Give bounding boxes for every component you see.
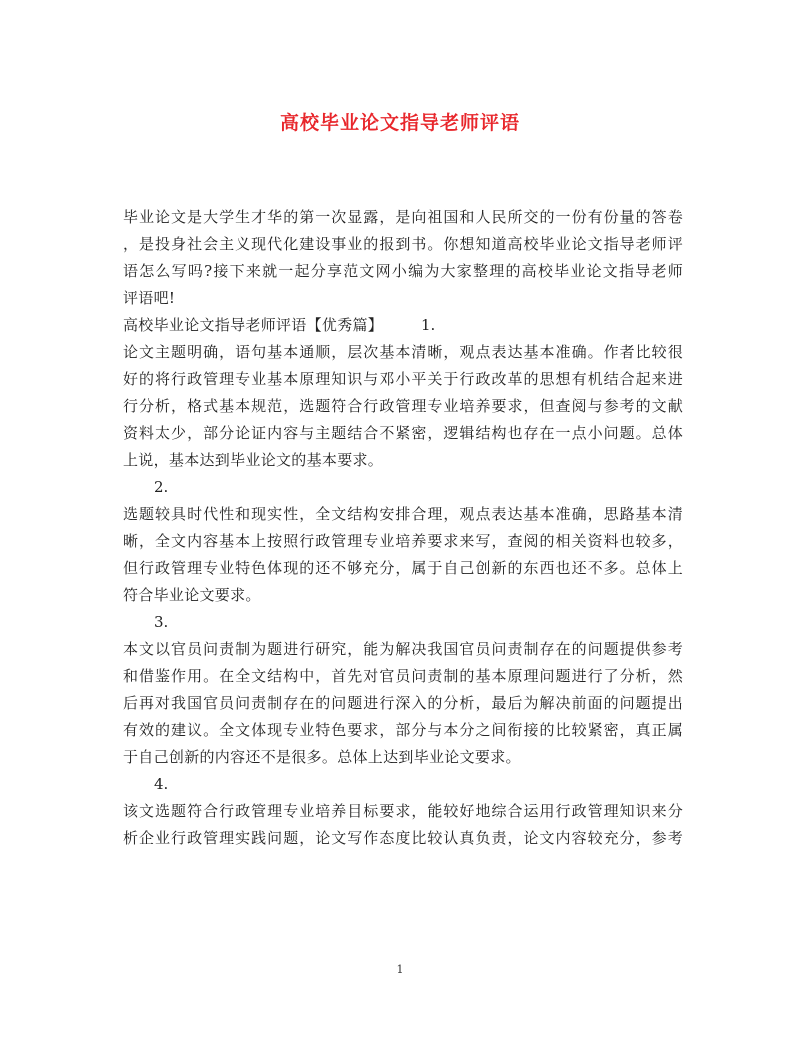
intro-line: ，是投身社会主义现代化建设事业的报到书。你想知道高校毕业论文指导老师评 xyxy=(123,235,683,253)
item-number: 3. xyxy=(154,613,169,631)
item-number: 2. xyxy=(154,478,169,496)
item-line: 后再对我国官员问责制存在的问题进行深入的分析，最后为解决前面的问题提出 xyxy=(123,694,683,712)
item-line: 但行政管理专业特色体现的还不够充分，属于自己创新的东西也还不多。总体上 xyxy=(123,559,683,577)
item-line: 该文选题符合行政管理专业培养目标要求，能较好地综合运用行政管理知识来分 xyxy=(123,802,683,820)
item-line: 上说，基本达到毕业论文的基本要求。 xyxy=(123,451,384,469)
item-line: 晰，全文内容基本上按照行政管理专业培养要求来写，查阅的相关资料也较多， xyxy=(123,532,683,550)
item-line: 析企业行政管理实践问题，论文写作态度比较认真负责，论文内容较充分，参考 xyxy=(123,829,683,847)
intro-line: 毕业论文是大学生才华的第一次显露，是向祖国和人民所交的一份有份量的答卷 xyxy=(123,208,683,226)
item-line: 于自己创新的内容还不是很多。总体上达到毕业论文要求。 xyxy=(123,748,521,766)
page-number: 1 xyxy=(396,963,404,976)
item-line: 资料太少，部分论证内容与主题结合不紧密，逻辑结构也存在一点小问题。总体 xyxy=(123,424,683,442)
item-number: 1. xyxy=(421,316,436,334)
page-title: 高校毕业论文指导老师评语 xyxy=(279,112,520,134)
item-line: 好的将行政管理专业基本原理知识与邓小平关于行政改革的思想有机结合起来进 xyxy=(123,370,683,388)
item-line: 选题较具时代性和现实性，全文结构安排合理，观点表达基本准确，思路基本清 xyxy=(123,505,683,523)
section-heading: 高校毕业论文指导老师评语【优秀篇】 xyxy=(123,316,384,334)
item-line: 本文以官员问责制为题进行研究，能为解决我国官员问责制存在的问题提供参考 xyxy=(123,640,683,658)
intro-line: 语怎么写吗?接下来就一起分享范文网小编为大家整理的高校毕业论文指导老师 xyxy=(123,262,683,280)
item-line: 有效的建议。全文体现专业特色要求，部分与本分之间衔接的比较紧密，真正属 xyxy=(123,721,683,739)
item-number: 4. xyxy=(154,775,169,793)
item-line: 行分析，格式基本规范，选题符合行政管理专业培养要求，但查阅与参考的文献 xyxy=(123,397,683,415)
item-line: 符合毕业论文要求。 xyxy=(123,586,261,604)
item-line: 和借鉴作用。在全文结构中，首先对官员问责制的基本原理问题进行了分析，然 xyxy=(123,667,683,685)
item-line: 论文主题明确，语句基本通顺，层次基本清晰，观点表达基本准确。作者比较很 xyxy=(123,343,683,361)
intro-line: 评语吧! xyxy=(123,289,176,307)
